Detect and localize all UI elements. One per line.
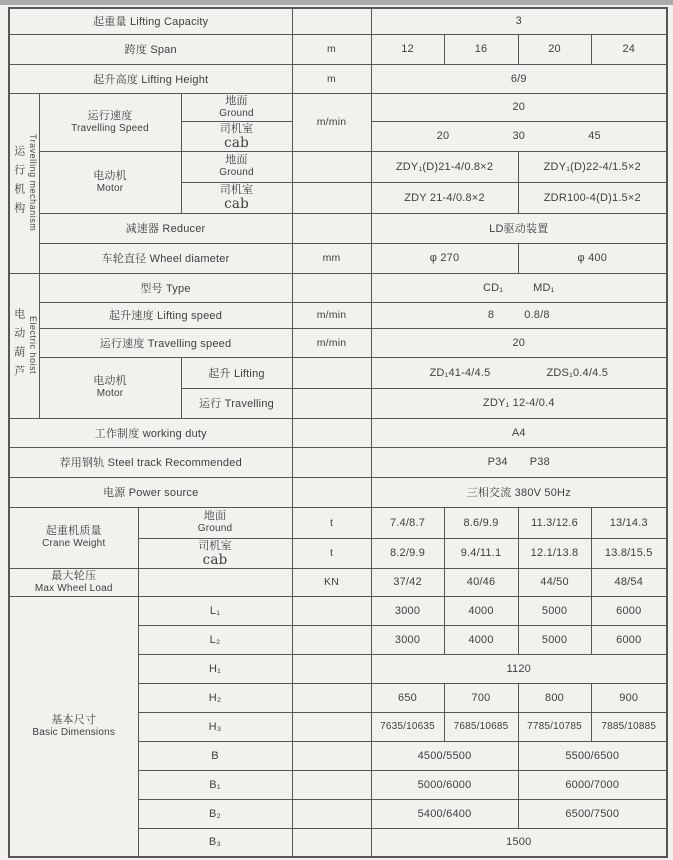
basic-dimensions-label-cn: 基本尺寸 [51,713,97,726]
span-value: 24 [591,34,667,64]
dim-value: 7685/10685 [444,712,518,741]
hoist-type-label: 型号 Type [39,273,292,302]
hoist-motor-unit [292,357,371,388]
section-label-cn: 电动葫芦 [12,307,25,384]
row-lifting-capacity [9,8,667,34]
crane-weight-value: 11.3/12.6 [518,507,591,538]
row-working-duty [9,418,667,447]
dim-value: 6000 [591,596,667,625]
span-value: 16 [444,34,518,64]
steel-track-value: P38 [529,456,550,468]
dim-value: 5400/6400 [371,799,518,828]
cab-speed-value: 30 [512,130,526,142]
travel-motor-cab-value: ZDY 21-4/0.8×2 [371,182,518,213]
ground-label-en: Ground [197,523,233,534]
hoist-travel-speed-unit: m/min [292,328,371,357]
dim-name: B₁ [138,770,292,799]
row-reducer [9,213,667,243]
steel-track-label: 荐用钢轨 Steel track Recommended [9,447,292,477]
motor-label-en: Motor [96,388,124,399]
hoist-motor-lifting-values [371,357,667,388]
travel-motor-ground-label [181,151,292,182]
dim-unit [292,683,371,712]
max-wheel-load-value: 48/54 [591,568,667,596]
crane-weight-value: 7.4/8.7 [371,507,444,538]
travel-speed-unit: m/min [292,93,371,151]
crane-weight-value: 13.8/15.5 [591,538,667,568]
dim-name: L₂ [138,625,292,654]
hoist-motor-lifting-label: 起升 Lifting [181,357,292,388]
max-wheel-load-label-en: Max Wheel Load [34,582,113,594]
dim-value: 4500/5500 [371,741,518,770]
row-hoist-type [9,273,667,302]
row-steel-track [9,447,667,477]
travel-motor-ground-value: ZDY₁(D)21-4/0.8×2 [371,151,518,182]
reducer-label: 减速器 Reducer [39,213,292,243]
section-label-en: Electric hoist [27,316,38,375]
steel-track-value: P34 [487,456,508,468]
working-duty-label: 工作制度 working duty [9,418,292,447]
row-dim-l1 [9,596,667,625]
dim-value: 650 [371,683,444,712]
dim-value: 4000 [444,596,518,625]
row-max-wheel-load [9,568,667,596]
row-lifting-height [9,64,667,93]
travel-motor-ground-value: ZDY₁(D)22-4/1.5×2 [518,151,667,182]
ground-label-cn: 地面 [203,510,227,522]
crane-weight-unit: t [292,538,371,568]
steel-track-values [371,447,667,477]
dim-name: H₃ [138,712,292,741]
section-travelling-mechanism [9,93,39,273]
span-unit: m [292,34,371,64]
hoist-motor-travelling-label: 运行 Travelling [181,388,292,418]
lifting-capacity-value: 3 [371,8,667,34]
motor-label-cn: 电动机 [93,375,127,387]
lifting-height-unit: m [292,64,371,93]
lifting-capacity-label: 起重量 Lifting Capacity [9,8,292,34]
crane-specification-table [8,7,668,858]
dim-unit [292,654,371,683]
dim-name: H₁ [138,654,292,683]
dim-value: 900 [591,683,667,712]
max-wheel-load-unit: KN [292,568,371,596]
dim-value: 5000 [518,625,591,654]
dim-value: 5000/6000 [371,770,518,799]
hoist-lifting-speed-value: 8 [487,309,495,321]
dim-unit [292,770,371,799]
wheel-diameter-unit: mm [292,243,371,273]
dim-name: L₁ [138,596,292,625]
ground-label-en: Ground [219,167,254,178]
hoist-lifting-speed-values [371,302,667,328]
travel-motor-unit [292,151,371,182]
hoist-motor-label [39,357,181,418]
working-duty-value: A4 [371,418,667,447]
hoist-lifting-speed-unit: m/min [292,302,371,328]
basic-dimensions-label-en: Basic Dimensions [32,726,116,738]
dim-value: 3000 [371,596,444,625]
lifting-capacity-unit [292,8,371,34]
travel-speed-ground-label [181,93,292,121]
crane-weight-unit: t [292,507,371,538]
dim-value: 800 [518,683,591,712]
dim-unit [292,741,371,770]
max-wheel-load-label [9,568,138,596]
wheel-diameter-value: φ 270 [371,243,518,273]
crane-weight-value: 9.4/11.1 [444,538,518,568]
dim-name: B₂ [138,799,292,828]
reducer-value: LD驱动装置 [371,213,667,243]
dim-value: 700 [444,683,518,712]
travel-speed-label [39,93,181,151]
row-travel-speed-ground [9,93,667,121]
crane-weight-value: 8.2/9.9 [371,538,444,568]
dim-value: 3000 [371,625,444,654]
max-wheel-load-spacer [138,568,292,596]
max-wheel-load-value: 40/46 [444,568,518,596]
dim-name: B [138,741,292,770]
wheel-diameter-label: 车轮直径 Wheel diameter [39,243,292,273]
dim-unit [292,712,371,741]
hoist-travel-speed-value: 20 [371,328,667,357]
cab-label-en: cab [202,551,228,568]
travel-speed-label-cn: 运行速度 [87,109,133,122]
hoist-type-value: CD₁ [482,281,504,294]
power-source-unit [292,477,371,507]
wheel-diameter-value: φ 400 [518,243,667,273]
dim-value: 4000 [444,625,518,654]
travel-speed-ground-value: 20 [371,93,667,121]
dim-value: 7885/10885 [591,712,667,741]
cab-label-en: cab [224,134,249,151]
hoist-motor-unit [292,388,371,418]
dim-name: B₃ [138,828,292,857]
hoist-lifting-speed-label: 起升速度 Lifting speed [39,302,292,328]
cab-label-cn: 司机室 [219,122,254,135]
row-crane-weight-ground [9,507,667,538]
cab-speed-value: 20 [436,130,450,142]
cab-speed-value: 45 [588,130,601,142]
dim-value: 6000 [591,625,667,654]
hoist-type-values [371,273,667,302]
travel-motor-label [39,151,181,213]
power-source-label: 电源 Power source [9,477,292,507]
hoist-motor-lifting-value: ZD₁41-4/4.5 [429,366,491,379]
dim-value: 5500/6500 [518,741,667,770]
cab-label-en: cab [224,196,249,212]
dim-unit [292,828,371,857]
lifting-height-value: 6/9 [371,64,667,93]
dim-value: 6500/7500 [518,799,667,828]
travel-motor-cab-value: ZDR100-4(D)1.5×2 [518,182,667,213]
crane-weight-value: 12.1/13.8 [518,538,591,568]
dim-name: H₂ [138,683,292,712]
travel-speed-cab-label [181,121,292,151]
section-label-cn: 运行机构 [12,144,25,221]
dim-value: 5000 [518,596,591,625]
span-label: 跨度 Span [9,34,292,64]
hoist-motor-lifting-value: ZDS₁0.4/4.5 [546,366,609,379]
row-hoist-motor-lifting [9,357,667,388]
motor-label-cn: 电动机 [93,169,127,182]
row-power-source [9,477,667,507]
row-wheel-diameter [9,243,667,273]
hoist-travel-speed-label: 运行速度 Travelling speed [39,328,292,357]
max-wheel-load-value: 37/42 [371,568,444,596]
max-wheel-load-label-cn: 最大轮压 [51,569,97,582]
steel-track-unit [292,447,371,477]
row-span [9,34,667,64]
dim-value: 7785/10785 [518,712,591,741]
dim-value: 1500 [371,828,667,857]
row-hoist-travel-speed [9,328,667,357]
cab-label-cn: 司机室 [219,184,254,196]
reducer-unit [292,213,371,243]
max-wheel-load-value: 44/50 [518,568,591,596]
ground-label-en: Ground [219,107,254,119]
dim-unit [292,596,371,625]
motor-label-en: Motor [96,182,124,194]
dim-unit [292,625,371,654]
working-duty-unit [292,418,371,447]
crane-weight-cab-label [138,538,292,568]
ground-label-cn: 地面 [225,154,248,166]
span-value: 20 [518,34,591,64]
dim-value: 6000/7000 [518,770,667,799]
crane-weight-label [9,507,138,568]
row-travel-motor-ground [9,151,667,182]
crane-weight-label-en: Crane Weight [42,538,106,549]
hoist-motor-travelling-value: ZDY₁ 12-4/0.4 [371,388,667,418]
ground-label-cn: 地面 [225,94,248,107]
section-electric-hoist [9,273,39,418]
lifting-height-label: 起升高度 Lifting Height [9,64,292,93]
hoist-type-unit [292,273,371,302]
section-label-en: Travelling mechanism [27,134,38,232]
dim-value: 1120 [371,654,667,683]
row-hoist-lifting-speed [9,302,667,328]
basic-dimensions-label [9,596,138,857]
crane-weight-value: 8.6/9.9 [444,507,518,538]
page-edge-strip [0,0,673,5]
crane-weight-ground-label [138,507,292,538]
travel-speed-label-en: Travelling Speed [71,122,149,134]
travel-motor-cab-label [181,182,292,213]
travel-motor-unit [292,182,371,213]
cab-label-cn: 司机室 [198,539,232,552]
hoist-type-value: MD₁ [533,281,555,294]
power-source-value: 三相交流 380V 50Hz [371,477,667,507]
dim-value: 7635/10635 [371,712,444,741]
span-value: 12 [371,34,444,64]
crane-weight-value: 13/14.3 [591,507,667,538]
dim-unit [292,799,371,828]
hoist-lifting-speed-value: 0.8/8 [524,309,550,321]
crane-weight-label-cn: 起重机质量 [45,525,102,537]
travel-speed-cab-values [371,121,667,151]
